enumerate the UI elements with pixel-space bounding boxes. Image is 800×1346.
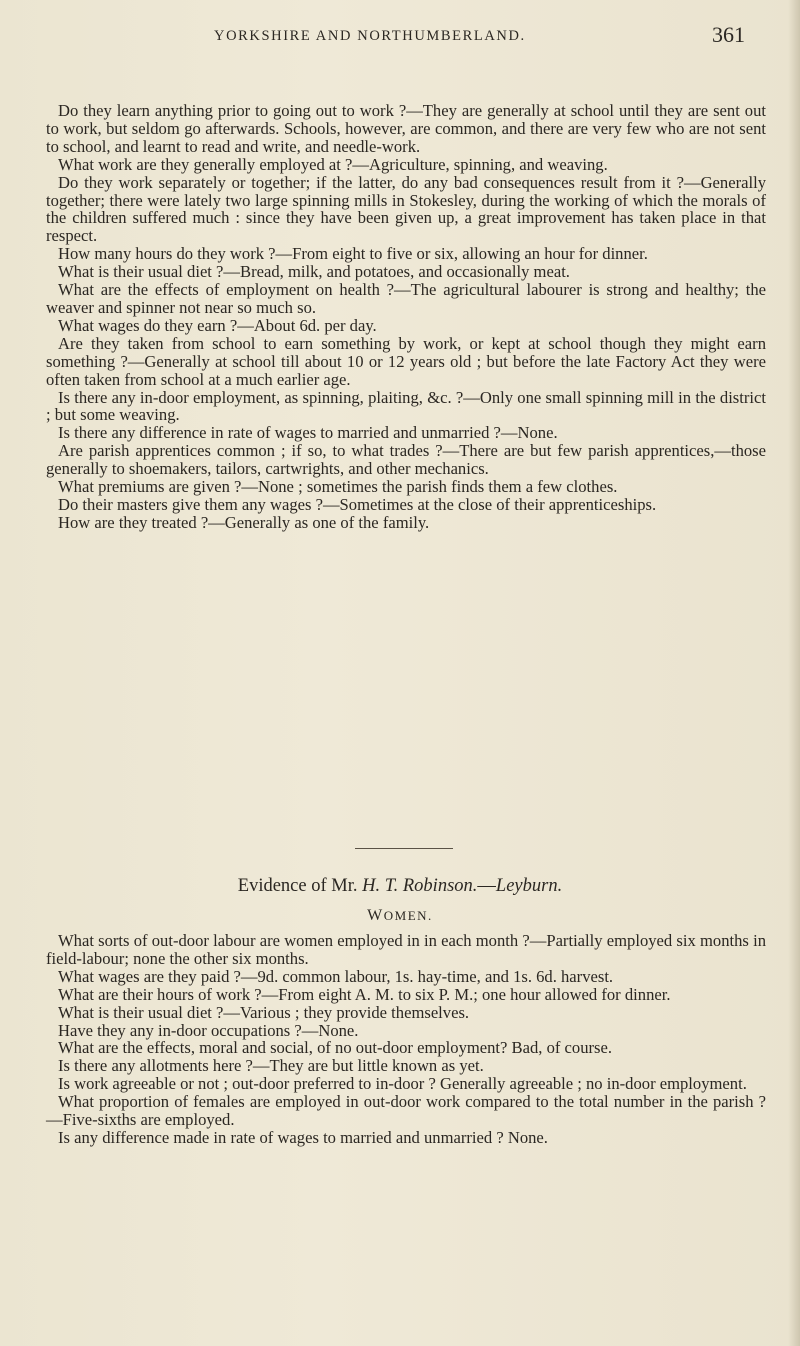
section-title [0,907,800,925]
paragraph: Are they taken from school to earn something by work, or kept at school though they might earn something ?—Generally at school till about 10 or 12 years old ; but before the late Factory Act they were often taken from school at a much earlier age. [46,333,766,389]
section-divider-rule [355,848,453,849]
paragraph: What proportion of females are employed in out-door work compared to the total number in the parish ?—Five-sixths are employed. [46,1092,766,1130]
paragraph: Do they work separately or together; if the latter, do any bad consequences result from it ?—Generally together; there were lately two large spinning mills in Stokesley, during the working of which the morals of the children suffered much : since they have been given up, a great improvement has taken place in that respect. [46,172,766,246]
page-edge-shadow [788,0,800,1346]
paragraph: What sorts of out-door labour are women employed in in each month ?—Partially employed six months in field-labour; none the other six months. [46,931,766,968]
paragraph: What are the effects, moral and social, of no out-door employment? Bad, of course. [58,1038,613,1058]
paragraph: What are their hours of work ?—From eight A. M. to six P. M.; one hour allowed for dinner. [58,984,671,1004]
qa-section-children [46,102,766,532]
running-title: YORKSHIRE AND NORTHUMBERLAND. [214,28,526,44]
paragraph: What work are they generally employed at ?—Agriculture, spinning, and weaving. [58,154,608,174]
paragraph: Is work agreeable or not ; out-door preferred to in-door ? Generally agreeable ; no in-door employment. [58,1074,747,1094]
running-head [0,22,800,52]
paragraph: What are the effects of employment on health ?—The agricultural labourer is strong and healthy; the weaver and spinner not near so much so. [46,280,766,317]
evidence-prefix: Evidence of Mr. [237,876,363,896]
paragraph: Have they any in-door occupations ?—None. [58,1020,359,1040]
qa-section-women [46,932,766,1147]
paragraph: How many hours do they work ?—From eight to five or six, allowing an hour for dinner. [58,244,648,264]
section-title-rest: OMEN. [383,908,433,923]
paragraph: What premiums are given ?—None ; sometimes the parish finds them a few clothes. [58,477,618,497]
paragraph: Are parish apprentices common ; if so, to what trades ?—There are but few parish apprentices,—those generally to shoemakers, tailors, cartwrights, and other mechanics. [46,441,766,479]
section-title-initial: W [367,907,384,924]
paragraph: What is their usual diet ?—Various ; they provide themselves. [58,1002,470,1022]
paragraph: What wages are they paid ?—9d. common labour, 1s. hay-time, and 1s. 6d. harvest. [58,966,614,986]
paragraph: Is there any in-door employment, as spinning, plaiting, &c. ?—Only one small spinning mill in the district ; but some weaving. [46,387,766,425]
witness-name: H. T. Robinson. [362,876,478,896]
paragraph: How are they treated ?—Generally as one of the family. [58,512,430,532]
paragraph: Is there any difference in rate of wages to married and unmarried ?—None. [58,423,558,443]
page-number: 361 [712,22,745,47]
paragraph: Do they learn anything prior to going out to work ?—They are generally at school until they are sent out to work, but seldom go afterwards. Schools, however, are common, and there are very few who are not sent to school, and learnt to read and write, and needle-work. [46,101,766,156]
paragraph: Do their masters give them any wages ?—Sometimes at the close of their apprenticeships. [58,494,657,514]
witness-place: Leyburn. [495,876,563,896]
evidence-heading [0,876,800,897]
paragraph: What wages do they earn ?—About 6d. per day. [58,315,377,335]
evidence-dash: — [477,876,496,896]
paragraph: What is their usual diet ?—Bread, milk, and potatoes, and occasionally meat. [58,262,570,282]
paragraph: Is there any allotments here ?—They are but little known as yet. [58,1056,484,1076]
paragraph: Is any difference made in rate of wages to married and unmarried ? None. [58,1127,548,1147]
